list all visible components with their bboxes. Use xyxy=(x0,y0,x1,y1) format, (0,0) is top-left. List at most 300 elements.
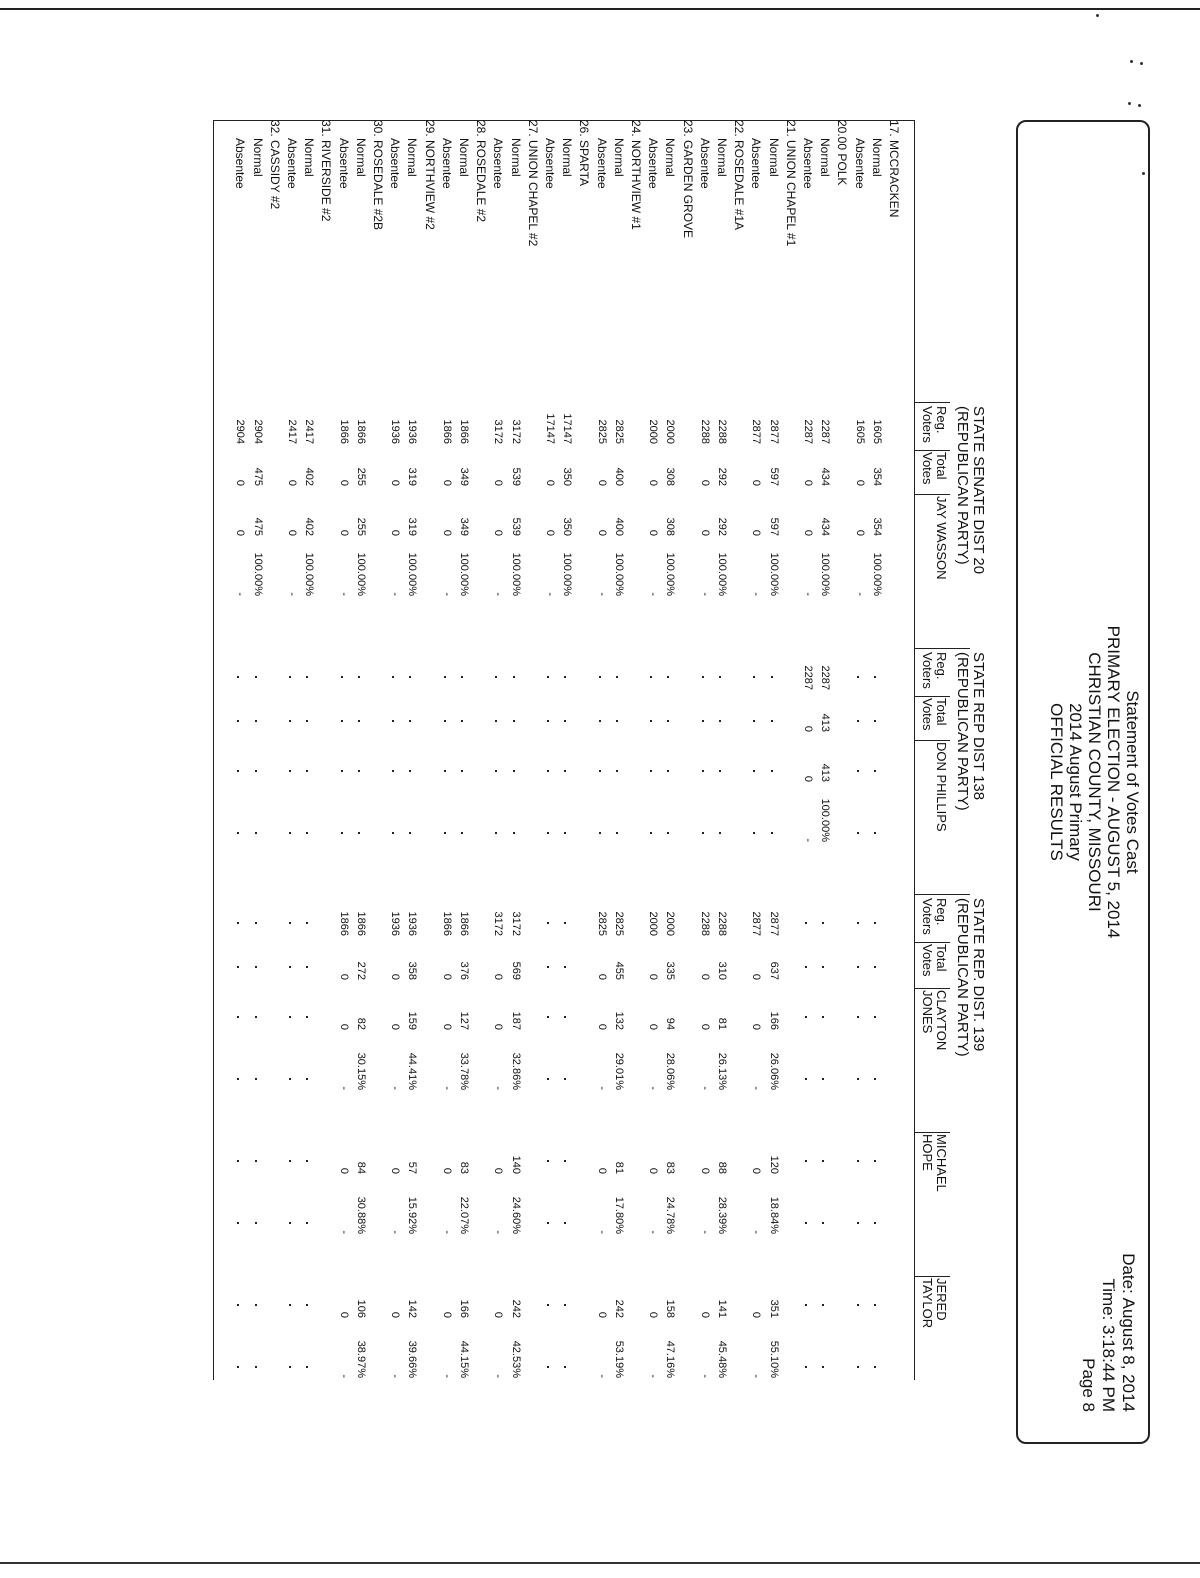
empty-cell-dot xyxy=(650,720,652,722)
result-cell: - xyxy=(750,1230,763,1234)
empty-cell-dot xyxy=(409,676,411,678)
result-cell: 539 xyxy=(509,467,522,486)
empty-cell-dot xyxy=(805,1222,807,1224)
col-total-votes: Total Votes xyxy=(920,944,949,977)
precinct-label: 17. MCCRACKEN xyxy=(887,120,901,218)
result-cell: 22.07% xyxy=(458,1196,470,1234)
result-cell: 158 xyxy=(664,1299,677,1318)
empty-cell-dot xyxy=(805,1366,807,1368)
vote-type-label: Absentee xyxy=(697,138,712,189)
result-cell: - xyxy=(492,1230,505,1234)
result-cell: 0 xyxy=(698,1023,711,1030)
result-cell: 0 xyxy=(750,1311,763,1318)
empty-cell-dot xyxy=(461,832,463,834)
result-cell: 100.00% xyxy=(561,552,574,596)
empty-cell-dot xyxy=(857,1016,859,1018)
result-cell: 141 xyxy=(716,1299,728,1318)
result-cell: 2000 xyxy=(647,911,660,936)
empty-cell-dot xyxy=(702,676,704,678)
result-cell: 29.01% xyxy=(612,1052,625,1090)
empty-cell-dot xyxy=(771,720,773,722)
result-cell: 351 xyxy=(767,1299,780,1318)
col-reg-voters: Reg. Voters xyxy=(920,652,949,689)
result-cell: 0 xyxy=(492,1311,505,1318)
result-cell: 100.00% xyxy=(664,552,677,596)
col-michael-hope: MICHAEL HOPE xyxy=(920,1134,949,1192)
result-cell: 0 xyxy=(698,479,711,486)
result-cell: 0 xyxy=(440,1167,453,1174)
result-cell: 319 xyxy=(406,517,419,536)
result-cell: 0 xyxy=(337,1167,350,1174)
result-cell: 1866 xyxy=(440,419,453,444)
result-cell: 2000 xyxy=(664,419,677,444)
result-cell: 100.00% xyxy=(612,552,625,596)
result-cell: 2417 xyxy=(286,419,298,444)
precinct-label: 20.00 POLK xyxy=(835,120,850,186)
result-cell: 0 xyxy=(853,529,866,536)
result-cell: - xyxy=(440,1374,453,1378)
result-cell: 2877 xyxy=(767,911,780,936)
precinct-label: 26. SPARTA xyxy=(577,120,592,187)
col-reg-voters: Reg. Voters xyxy=(920,898,949,935)
result-cell: - xyxy=(440,1230,453,1234)
result-cell: 0 xyxy=(544,479,556,486)
result-cell: 2877 xyxy=(750,911,763,936)
result-cell: 0 xyxy=(698,1167,711,1174)
empty-cell-dot xyxy=(409,770,411,772)
result-cell: 255 xyxy=(354,467,367,486)
empty-cell-dot xyxy=(857,966,859,968)
empty-cell-dot xyxy=(857,1304,859,1306)
empty-cell-dot xyxy=(650,832,652,834)
empty-cell-dot xyxy=(306,922,308,924)
result-cell: 17147 xyxy=(544,413,556,444)
footer-rule xyxy=(213,120,214,1380)
result-cell: 2288 xyxy=(716,419,728,444)
empty-cell-dot xyxy=(444,720,446,722)
empty-cell-dot xyxy=(341,676,343,678)
result-cell: 0 xyxy=(595,529,608,536)
empty-cell-dot xyxy=(753,770,755,772)
empty-cell-dot xyxy=(306,1160,308,1162)
result-cell: 142 xyxy=(406,1299,419,1318)
empty-cell-dot xyxy=(289,1304,291,1306)
result-cell: 132 xyxy=(612,1011,625,1030)
vote-type-label: Absentee xyxy=(749,138,764,189)
section-rep-138-title: STATE REP DIST 138 (REPUBLICAN PARTY) xyxy=(954,652,987,811)
result-cell: 0 xyxy=(440,1023,453,1030)
result-cell: 0 xyxy=(337,479,350,486)
empty-cell-dot xyxy=(857,1078,859,1080)
result-cell: 18.84% xyxy=(767,1196,780,1234)
result-cell: 140 xyxy=(509,1155,522,1174)
result-cell: 242 xyxy=(612,1299,625,1318)
result-cell: 0 xyxy=(337,1023,350,1030)
empty-cell-dot xyxy=(444,676,446,678)
result-cell: - xyxy=(544,592,556,596)
result-cell: 15.92% xyxy=(406,1196,419,1234)
result-cell: 100.00% xyxy=(509,552,522,596)
empty-cell-dot xyxy=(874,1016,876,1018)
empty-cell-dot xyxy=(513,770,515,772)
result-cell: 3172 xyxy=(492,419,505,444)
result-cell: 100.00% xyxy=(251,552,264,596)
empty-cell-dot xyxy=(341,770,343,772)
empty-cell-dot xyxy=(306,770,308,772)
result-cell: 26.06% xyxy=(767,1052,780,1090)
result-cell: - xyxy=(595,1086,608,1090)
result-cell: 2417 xyxy=(303,419,316,444)
precinct-label: 30. ROSEDALE #2B xyxy=(371,120,385,231)
result-cell: 350 xyxy=(561,517,574,536)
result-cell: 106 xyxy=(354,1299,367,1318)
result-cell: 242 xyxy=(509,1299,522,1318)
vote-type-label: Absentee xyxy=(336,138,351,189)
empty-cell-dot xyxy=(616,720,618,722)
result-cell: 292 xyxy=(716,517,728,536)
result-cell: 2825 xyxy=(595,911,608,936)
result-cell: 0 xyxy=(492,529,505,536)
result-cell: 2904 xyxy=(234,419,247,444)
result-cell: - xyxy=(647,1374,660,1378)
result-cell: 350 xyxy=(561,467,574,486)
empty-cell-dot xyxy=(306,676,308,678)
empty-cell-dot xyxy=(822,1078,824,1080)
vote-type-label: Absentee xyxy=(594,138,609,189)
vote-type-label: Normal xyxy=(611,138,626,177)
empty-cell-dot xyxy=(547,676,549,678)
result-cell: 38.97% xyxy=(354,1340,367,1378)
vote-type-label: Normal xyxy=(869,138,884,177)
empty-cell-dot xyxy=(392,676,394,678)
empty-cell-dot xyxy=(306,1304,308,1306)
result-cell: 2000 xyxy=(664,911,677,936)
empty-cell-dot xyxy=(358,720,360,722)
empty-cell-dot xyxy=(341,832,343,834)
result-cell: 0 xyxy=(647,1023,660,1030)
result-cell: 413 xyxy=(819,763,832,782)
header-rule xyxy=(914,120,915,1380)
result-cell: 2877 xyxy=(767,419,780,444)
result-cell: 30.88% xyxy=(354,1196,367,1234)
empty-cell-dot xyxy=(564,966,566,968)
page-number: Page 8 xyxy=(1079,1358,1098,1412)
result-cell: 376 xyxy=(458,961,470,980)
empty-cell-dot xyxy=(564,922,566,924)
empty-cell-dot xyxy=(564,720,566,722)
vote-type-label: Normal xyxy=(818,138,833,177)
result-cell: 0 xyxy=(595,1167,608,1174)
result-cell: - xyxy=(337,1374,350,1378)
result-cell: 81 xyxy=(716,1017,728,1030)
empty-cell-dot xyxy=(650,770,652,772)
empty-cell-dot xyxy=(237,1160,239,1162)
result-cell: 255 xyxy=(354,517,367,536)
empty-cell-dot xyxy=(564,1304,566,1306)
empty-cell-dot xyxy=(461,770,463,772)
empty-cell-dot xyxy=(702,770,704,772)
results-status: OFFICIAL RESULTS xyxy=(1047,703,1066,861)
result-cell: - xyxy=(750,1086,763,1090)
empty-cell-dot xyxy=(857,922,859,924)
result-cell: 2287 xyxy=(819,665,832,690)
result-cell: 0 xyxy=(389,1023,402,1030)
result-cell: 597 xyxy=(767,517,780,536)
empty-cell-dot xyxy=(547,832,549,834)
empty-cell-dot xyxy=(702,832,704,834)
vote-type-label: Absentee xyxy=(285,138,299,189)
result-cell: - xyxy=(389,1374,402,1378)
precinct-label: 27. UNION CHAPEL #2 xyxy=(525,120,540,247)
report-title-block xyxy=(1047,122,1142,1442)
vote-type-label: Absentee xyxy=(439,138,454,189)
empty-cell-dot xyxy=(513,832,515,834)
result-cell: - xyxy=(492,1086,505,1090)
result-cell: 24.60% xyxy=(509,1196,522,1234)
result-cell: 0 xyxy=(389,479,402,486)
result-cell: 434 xyxy=(819,517,832,536)
vote-type-label: Absentee xyxy=(543,138,557,189)
result-cell: 30.15% xyxy=(354,1052,367,1090)
result-cell: 0 xyxy=(337,1311,350,1318)
report-meta xyxy=(1078,1253,1138,1412)
empty-cell-dot xyxy=(289,1078,291,1080)
empty-cell-dot xyxy=(547,1016,549,1018)
empty-cell-dot xyxy=(599,720,601,722)
empty-cell-dot xyxy=(667,770,669,772)
result-cell: 1866 xyxy=(458,419,470,444)
result-cell: 0 xyxy=(492,1167,505,1174)
result-cell: 2904 xyxy=(251,419,264,444)
empty-cell-dot xyxy=(599,832,601,834)
empty-cell-dot xyxy=(616,770,618,772)
empty-cell-dot xyxy=(564,676,566,678)
vote-type-label: Normal xyxy=(560,138,575,177)
result-cell: 310 xyxy=(716,961,728,980)
result-cell: 55.10% xyxy=(767,1340,780,1378)
result-cell: 354 xyxy=(870,467,883,486)
empty-cell-dot xyxy=(719,832,721,834)
result-cell: 2287 xyxy=(802,419,814,444)
empty-cell-dot xyxy=(495,676,497,678)
empty-cell-dot xyxy=(289,1222,291,1224)
empty-cell-dot xyxy=(289,1016,291,1018)
result-cell: 53.19% xyxy=(612,1340,625,1378)
result-cell: - xyxy=(595,1230,608,1234)
empty-cell-dot xyxy=(289,720,291,722)
result-cell: - xyxy=(750,1374,763,1378)
result-cell: - xyxy=(389,592,402,596)
election-subtitle: 2014 August Primary xyxy=(1066,703,1085,861)
empty-cell-dot xyxy=(547,770,549,772)
col-rule xyxy=(914,450,950,451)
result-cell: 0 xyxy=(595,479,608,486)
result-cell: 539 xyxy=(509,517,522,536)
result-cell: 57 xyxy=(406,1161,419,1174)
empty-cell-dot xyxy=(513,720,515,722)
empty-cell-dot xyxy=(805,1078,807,1080)
empty-cell-dot xyxy=(547,966,549,968)
result-cell: 44.41% xyxy=(406,1052,419,1090)
election-name: PRIMARY ELECTION - AUGUST 5, 2014 xyxy=(1104,625,1123,939)
result-cell: 1936 xyxy=(406,419,419,444)
empty-cell-dot xyxy=(306,1016,308,1018)
empty-cell-dot xyxy=(237,1304,239,1306)
empty-cell-dot xyxy=(857,1160,859,1162)
result-cell: 100.00% xyxy=(870,552,883,596)
result-cell: 0 xyxy=(750,529,763,536)
result-cell: 349 xyxy=(458,467,470,486)
empty-cell-dot xyxy=(237,720,239,722)
empty-cell-dot xyxy=(805,1016,807,1018)
result-cell: - xyxy=(698,1086,711,1090)
result-cell: 28.06% xyxy=(664,1052,677,1090)
empty-cell-dot xyxy=(495,832,497,834)
result-cell: 45.48% xyxy=(716,1340,728,1378)
empty-cell-dot xyxy=(495,770,497,772)
empty-cell-dot xyxy=(255,770,257,772)
empty-cell-dot xyxy=(753,676,755,678)
result-cell: 0 xyxy=(647,1311,660,1318)
result-cell: 24.78% xyxy=(664,1196,677,1234)
empty-cell-dot xyxy=(719,720,721,722)
empty-cell-dot xyxy=(874,832,876,834)
result-cell: 0 xyxy=(802,775,814,782)
result-cell: 1936 xyxy=(389,419,402,444)
result-cell: 0 xyxy=(492,479,505,486)
empty-cell-dot xyxy=(771,770,773,772)
result-cell: 0 xyxy=(440,529,453,536)
result-cell: 0 xyxy=(440,973,453,980)
col-jered-taylor: JERED TAYLOR xyxy=(920,1278,949,1329)
result-cell: - xyxy=(389,1086,402,1090)
empty-cell-dot xyxy=(255,720,257,722)
result-cell: 26.13% xyxy=(716,1052,728,1090)
empty-cell-dot xyxy=(255,1160,257,1162)
vote-type-label: Absentee xyxy=(852,138,867,189)
empty-cell-dot xyxy=(857,676,859,678)
empty-cell-dot xyxy=(564,1222,566,1224)
vote-type-label: Absentee xyxy=(233,138,248,189)
result-cell: 84 xyxy=(354,1161,367,1174)
section-rep-139-title: STATE REP. DIST. 139 (REPUBLICAN PARTY) xyxy=(954,898,987,1057)
empty-cell-dot xyxy=(358,770,360,772)
empty-cell-dot xyxy=(237,770,239,772)
empty-cell-dot xyxy=(255,832,257,834)
result-cell: 100.00% xyxy=(819,552,832,596)
result-cell: 100.00% xyxy=(819,798,832,842)
empty-cell-dot xyxy=(547,720,549,722)
result-cell: 569 xyxy=(509,961,522,980)
empty-cell-dot xyxy=(255,1366,257,1368)
empty-cell-dot xyxy=(822,1366,824,1368)
empty-cell-dot xyxy=(857,770,859,772)
empty-cell-dot xyxy=(409,720,411,722)
result-cell: 0 xyxy=(750,1167,763,1174)
result-cell: 120 xyxy=(767,1155,780,1174)
empty-cell-dot xyxy=(667,832,669,834)
result-cell: 0 xyxy=(647,1167,660,1174)
empty-cell-dot xyxy=(753,832,755,834)
empty-cell-dot xyxy=(289,832,291,834)
empty-cell-dot xyxy=(289,966,291,968)
empty-cell-dot xyxy=(874,1160,876,1162)
precinct-label: 28. ROSEDALE #2 xyxy=(474,120,489,223)
empty-cell-dot xyxy=(392,720,394,722)
empty-cell-dot xyxy=(822,1160,824,1162)
vote-type-label: Normal xyxy=(457,138,471,177)
result-cell: 100.00% xyxy=(406,552,419,596)
empty-cell-dot xyxy=(805,922,807,924)
result-cell: 0 xyxy=(440,479,453,486)
precinct-label: 22. ROSEDALE #1A xyxy=(732,120,747,231)
empty-cell-dot xyxy=(599,770,601,772)
empty-cell-dot xyxy=(564,770,566,772)
result-cell: 42.53% xyxy=(509,1340,522,1378)
empty-cell-dot xyxy=(547,1078,549,1080)
empty-cell-dot xyxy=(289,676,291,678)
result-cell: 319 xyxy=(406,467,419,486)
result-cell: 0 xyxy=(802,725,814,732)
result-cell: 33.78% xyxy=(458,1052,470,1090)
empty-cell-dot xyxy=(616,676,618,678)
result-cell: - xyxy=(647,592,660,596)
result-cell: 44.15% xyxy=(458,1340,470,1378)
result-cell: 0 xyxy=(750,479,763,486)
vote-type-label: Normal xyxy=(353,138,368,177)
empty-cell-dot xyxy=(564,1016,566,1018)
empty-cell-dot xyxy=(753,720,755,722)
result-cell: 3172 xyxy=(509,911,522,936)
empty-cell-dot xyxy=(306,1078,308,1080)
empty-cell-dot xyxy=(255,1222,257,1224)
col-total-votes: Total Votes xyxy=(920,452,949,485)
result-cell: - xyxy=(440,1086,453,1090)
result-cell: 1866 xyxy=(354,911,367,936)
empty-cell-dot xyxy=(237,832,239,834)
result-cell: 0 xyxy=(802,529,814,536)
result-cell: 0 xyxy=(595,1311,608,1318)
result-cell: - xyxy=(492,1374,505,1378)
empty-cell-dot xyxy=(461,720,463,722)
result-cell: 0 xyxy=(750,973,763,980)
result-cell: 0 xyxy=(389,973,402,980)
empty-cell-dot xyxy=(874,676,876,678)
result-cell: 17.80% xyxy=(612,1196,625,1234)
result-cell: 2288 xyxy=(698,419,711,444)
result-cell: 0 xyxy=(286,479,298,486)
col-rule xyxy=(914,648,970,649)
empty-cell-dot xyxy=(857,1366,859,1368)
empty-cell-dot xyxy=(358,832,360,834)
empty-cell-dot xyxy=(255,922,257,924)
result-cell: 335 xyxy=(664,961,677,980)
empty-cell-dot xyxy=(874,1078,876,1080)
empty-cell-dot xyxy=(306,1222,308,1224)
col-rule xyxy=(914,988,950,989)
empty-cell-dot xyxy=(461,676,463,678)
result-cell: 88 xyxy=(716,1161,728,1174)
result-cell: 358 xyxy=(406,961,419,980)
result-cell: 0 xyxy=(544,529,556,536)
result-cell: 94 xyxy=(664,1017,677,1030)
result-cell: 475 xyxy=(251,517,264,536)
result-cell: 292 xyxy=(716,467,728,486)
result-cell: 83 xyxy=(458,1161,470,1174)
result-cell: 2287 xyxy=(802,665,814,690)
empty-cell-dot xyxy=(237,676,239,678)
result-cell: 187 xyxy=(509,1011,522,1030)
